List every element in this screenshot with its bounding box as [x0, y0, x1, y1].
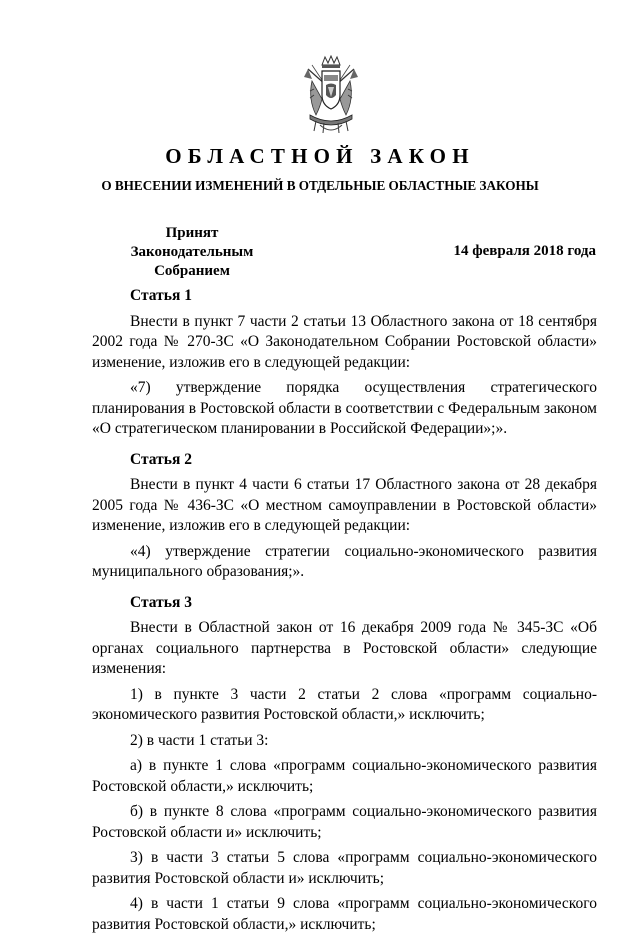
- article-title: Статья 3: [130, 593, 192, 611]
- article-paragraph: Внести в Областной закон от 16 декабря 2009 года № 345-ЗС «Об органах социального партнерства в Ростовской области» следующие изменения:: [92, 619, 597, 677]
- document-subtitle: О ВНЕСЕНИИ ИЗМЕНЕНИЙ В ОТДЕЛЬНЫЕ ОБЛАСТНЫЕ ЗАКОНЫ: [101, 178, 539, 193]
- document-body: [92, 286, 597, 940]
- adoption-line-2: Законодательным Собранием: [130, 244, 254, 279]
- article-paragraph: Внести в пункт 7 части 2 статьи 13 Областного закона от 18 сентября 2002 года № 270-ЗС «О Законодательном Собрании Ростовской области» изменение, изложив его в следующей редакции:: [92, 312, 597, 371]
- article-paragraph: Внести в пункт 4 части 6 статьи 17 Областного закона от 28 декабря 2005 года № 436-ЗС «О местном самоуправлении в Ростовской области» изменение, изложив его в следующей редакции:: [92, 476, 597, 534]
- article-paragraph: 1) в пункте 3 части 2 статьи 2 слова «программ социально-экономического развития Ростовской области,» исключить;: [92, 685, 597, 723]
- adoption-date: 14 февраля 2018 года: [453, 243, 596, 259]
- article-paragraph: 4) в части 1 статьи 9 слова «программ социально-экономического развития Ростовской области,» исключить;: [92, 895, 597, 933]
- adoption-line-1: Принят: [165, 225, 219, 241]
- article-paragraph: б) в пункте 8 слова «программ социально-экономического развития Ростовской области и» исключить;: [92, 803, 597, 841]
- article-title: Статья 1: [130, 287, 192, 304]
- article-paragraph: а) в пункте 1 слова «программ социально-экономического развития Ростовской области,» исключить;: [92, 757, 597, 795]
- article-paragraph: 2) в части 1 статьи 3:: [130, 731, 269, 749]
- article-title: Статья 2: [130, 450, 192, 468]
- coat-of-arms-icon: [302, 55, 360, 135]
- article-paragraph: 3) в части 3 статьи 5 слова «программ социально-экономического развития Ростовской области и» исключить;: [92, 849, 597, 887]
- article-paragraph: «7) утверждение порядка осуществления стратегического планирования в Ростовской области в соответствии с Федеральным законом «О стратегическом планировании в Российской Федерации»;».: [92, 379, 597, 437]
- document-title: ОБЛАСТНОЙ ЗАКОН: [165, 144, 475, 168]
- article-paragraph: «4) утверждение стратегии социально-экономического развития муниципального образования;».: [92, 542, 597, 580]
- adoption-label: [92, 224, 292, 281]
